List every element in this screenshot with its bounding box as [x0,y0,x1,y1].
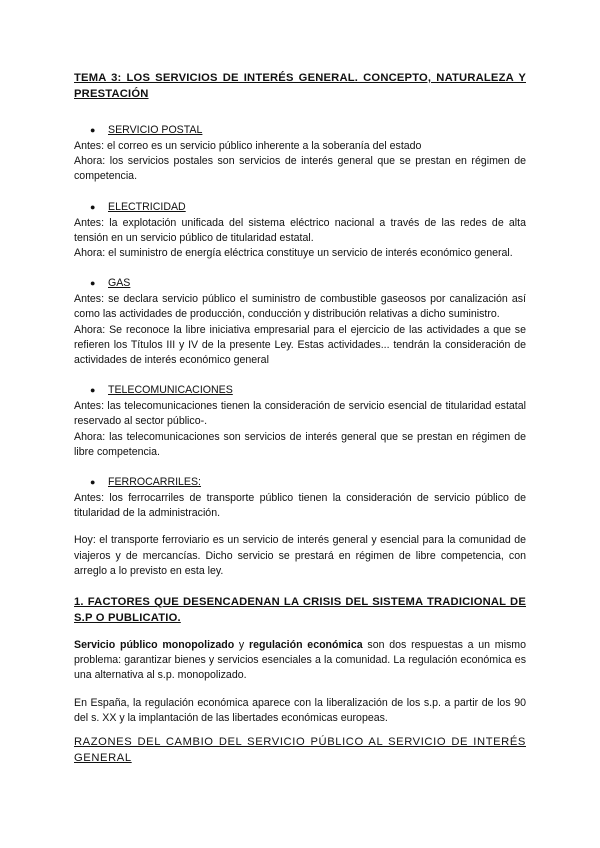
bullet-heading [74,383,526,397]
section-gas [74,276,526,368]
document-page [74,70,526,766]
bold-term: Servicio público monopolizado [74,639,235,652]
section-label: TELECOMUNICACIONES [108,384,233,397]
bullet-heading [74,276,526,290]
section-electricidad [74,200,526,262]
bullet-icon: ● [90,385,96,396]
paragraph-ahora: Ahora: los servicios postales son servicios de interés general que se prestan en régimen de competencia. [74,155,526,183]
paragraph-antes: Antes: se declara servicio público el suministro de combustible gaseosos por canalización así como las actividades de producción, conducción y distribución relativas a dicho suministro. [74,293,526,321]
bullet-heading [74,200,526,214]
paragraph-servicio-publico: Servicio público monopolizado y regulación económica son dos respuestas a un mismo problema: garantizar bienes y servicios esenciales a la comunidad. La regulación económica es una alternativa al s.p. monopolizado. [74,639,526,682]
section-ferrocarriles [74,475,526,579]
paragraph-antes: Antes: la explotación unificada del sistema eléctrico nacional a través de las redes de alta tensión en un servicio público de titularidad estatal. [74,216,526,244]
paragraph-ahora: Ahora: las telecomunicaciones son servicios de interés general que se prestan en régimen de libre competencia. [74,430,526,458]
bullet-icon: ● [90,477,96,488]
document-title: TEMA 3: LOS SERVICIOS DE INTERÉS GENERAL. CONCEPTO, NATURALEZA Y PRESTACIÓN [74,72,526,100]
section-label: FERROCARRILES: [108,476,202,489]
bullet-heading [74,475,526,489]
paragraph-antes: Antes: el correo es un servicio público inherente a la soberanía del estado [74,140,422,152]
section-label: SERVICIO POSTAL [108,124,203,136]
bullet-icon: ● [90,201,96,212]
paragraph-hoy: Hoy: el transporte ferroviario es un servicio de interés general y esencial para la comunidad de viajeros y de mercancías. Dicho servicio se prestará en régimen de libre competencia, con arreglo a lo previsto en esta ley. [74,534,526,577]
heading-factores: 1. FACTORES QUE DESENCADENAN LA CRISIS DEL SISTEMA TRADICIONAL DE S.P O PUBLICATIO. [74,596,526,625]
bullet-icon: ● [90,278,96,289]
section-label: GAS [108,277,131,290]
paragraph-ahora: Ahora: Se reconoce la libre iniciativa empresarial para el ejercicio de las actividades a que se refieren los Títulos III y IV de la presente Ley. Estas actividades... tendrán la consideración de actividades de interés económico general [74,323,526,367]
bold-term: regulación económica [248,639,363,652]
section-label: ELECTRICIDAD [108,200,186,213]
bullet-heading [74,123,526,137]
heading-razones: RAZONES DEL CAMBIO DEL SERVICIO PÚBLICO AL SERVICIO DE INTERÉS GENERAL [74,736,526,765]
section-telecomunicaciones [74,383,526,460]
bullet-icon: ● [90,125,96,135]
paragraph-ahora: Ahora: el suministro de energía eléctrica constituye un servicio de interés económico general. [74,247,513,260]
paragraph-espana: En España, la regulación económica aparece con la liberalización de los s.p. a partir de los 90 del s. XX y la implantación de las libertades económicas europeas. [74,696,526,724]
paragraph-antes: Antes: los ferrocarriles de transporte público tienen la consideración de servicio público de titularidad de la administración. [74,492,526,520]
section-servicio-postal [74,123,526,185]
paragraph-antes: Antes: las telecomunicaciones tienen la consideración de servicio esencial de titularidad estatal reservado al sector público-. [74,400,526,428]
